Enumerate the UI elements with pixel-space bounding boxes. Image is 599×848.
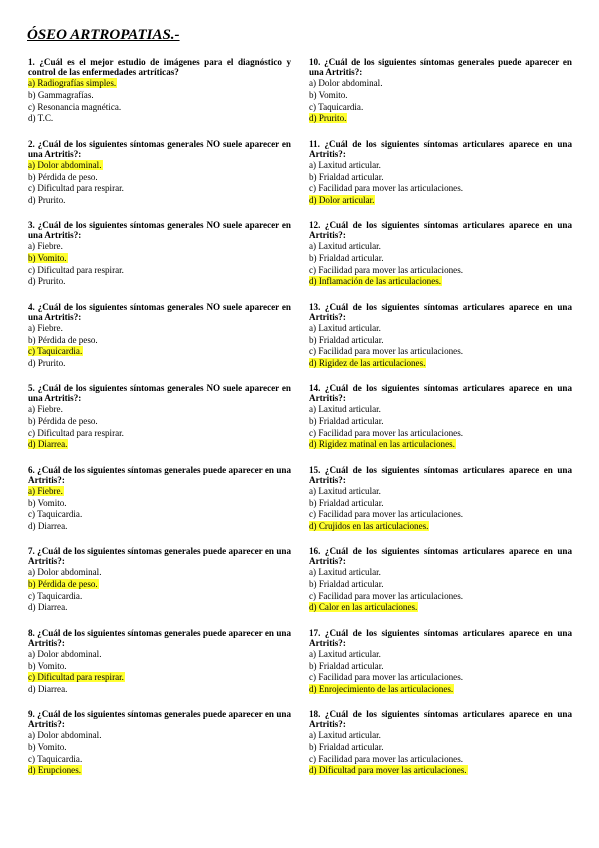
- question-block: [309, 709, 572, 791]
- answer-option: [309, 486, 572, 498]
- answer-option: [28, 195, 291, 207]
- option-label: a) Dolor abdominal.: [28, 567, 102, 578]
- question-text: 14. ¿Cuál de los siguientes síntomas articulares aparece en una Artritis?:: [309, 383, 572, 404]
- question-block: [28, 709, 291, 791]
- answer-option: [28, 602, 291, 614]
- option-label: d) Diarrea.: [28, 439, 68, 450]
- question-text: 2. ¿Cuál de los siguientes síntomas generales NO suele aparecer en una Artritis?:: [28, 138, 291, 159]
- option-label: b) Frialdad articular.: [309, 742, 384, 752]
- option-label: a) Laxitud articular.: [309, 730, 381, 741]
- option-label: d) Diarrea.: [28, 683, 68, 694]
- option-label: c) Facilidad para mover las articulaciones.: [309, 672, 464, 683]
- option-label: c) Taquicardia.: [309, 101, 364, 112]
- option-label: b) Frialdad articular.: [309, 416, 384, 426]
- answer-option: [28, 102, 291, 114]
- question-text: 1. ¿Cuál es el mejor estudio de imágenes para el diagnóstico y control de las enfermedades artríticas?: [28, 57, 291, 78]
- answer-option: [309, 78, 572, 90]
- option-label: d) Rigidez matinal en las articulaciones.: [309, 439, 455, 450]
- answer-option: [309, 742, 572, 754]
- option-label: a) Laxitud articular.: [309, 567, 381, 578]
- option-label: d) Diarrea.: [28, 520, 68, 531]
- answer-option: [28, 172, 291, 184]
- option-label: d) Enrojecimiento de las articulaciones.: [309, 683, 454, 694]
- question-text: 6. ¿Cuál de los siguientes síntomas generales puede aparecer en una Artritis?:: [28, 464, 291, 485]
- answer-option: [28, 649, 291, 661]
- answer-option-correct: [28, 486, 291, 498]
- answer-option: [28, 661, 291, 673]
- answer-option-correct: [28, 672, 291, 684]
- answer-option: [28, 90, 291, 102]
- answer-option: [28, 730, 291, 742]
- answer-option-correct: [28, 160, 291, 172]
- answer-option: [28, 265, 291, 277]
- option-label: a) Laxitud articular.: [309, 648, 381, 659]
- option-label: a) Fiebre.: [28, 241, 63, 252]
- answer-option: [28, 335, 291, 347]
- option-label: c) Taquicardia.: [28, 346, 83, 357]
- option-label: d) Calor en las articulaciones.: [309, 602, 418, 613]
- answer-option: [309, 335, 572, 347]
- answer-option: [28, 521, 291, 533]
- answer-option: [309, 172, 572, 184]
- questions-column-right: [309, 57, 572, 791]
- option-label: d) Prurito.: [28, 357, 66, 368]
- option-label: b) Frialdad articular.: [309, 497, 384, 508]
- question-block: [28, 139, 291, 221]
- option-label: a) Fiebre.: [28, 485, 63, 496]
- question-text: 12. ¿Cuál de los siguientes síntomas articulares aparece en una Artritis?:: [309, 220, 572, 241]
- option-label: d) Crujidos en las articulaciones.: [309, 520, 429, 531]
- answer-option: [309, 672, 572, 684]
- answer-option: [28, 498, 291, 510]
- option-label: d) Dolor articular.: [309, 194, 375, 205]
- question-block: [28, 465, 291, 547]
- answer-option: [309, 730, 572, 742]
- option-label: b) Pérdida de peso.: [28, 579, 98, 589]
- answer-option: [309, 404, 572, 416]
- answer-option: [309, 241, 572, 253]
- question-text: 10. ¿Cuál de los siguientes síntomas generales puede aparecer en una Artritis?:: [309, 57, 572, 78]
- answer-option-correct: [28, 346, 291, 358]
- option-label: c) Facilidad para mover las articulaciones.: [309, 264, 464, 275]
- question-block: [309, 57, 572, 139]
- option-label: a) Radiografías simples.: [28, 78, 117, 89]
- option-label: c) Dificultad para respirar.: [28, 427, 124, 438]
- option-label: b) Gammagrafías.: [28, 90, 94, 100]
- option-label: b) Frialdad articular.: [309, 253, 384, 263]
- question-text: 16. ¿Cuál de los siguientes síntomas articulares aparece en una Artritis?:: [309, 546, 572, 567]
- question-text: 11. ¿Cuál de los siguientes síntomas articulares aparece en una Artritis?:: [309, 138, 572, 159]
- option-label: c) Facilidad para mover las articulaciones.: [309, 590, 464, 601]
- answer-option: [28, 567, 291, 579]
- answer-option: [309, 253, 572, 265]
- option-label: a) Dolor abdominal.: [28, 648, 102, 659]
- answer-option-correct: [28, 765, 291, 777]
- question-block: [28, 57, 291, 139]
- option-label: c) Facilidad para mover las articulaciones.: [309, 427, 464, 438]
- option-label: d) Dificultad para mover las articulaciones.: [309, 765, 467, 776]
- option-label: c) Dificultad para respirar.: [28, 183, 124, 194]
- answer-option: [309, 265, 572, 277]
- question-block: [28, 546, 291, 628]
- answer-option-correct: [309, 765, 572, 777]
- option-label: d) Rigidez de las articulaciones.: [309, 357, 426, 368]
- answer-option: [28, 276, 291, 288]
- option-label: b) Vomito.: [28, 253, 67, 263]
- option-label: c) Facilidad para mover las articulaciones.: [309, 753, 464, 764]
- option-label: c) Dificultad para respirar.: [28, 264, 124, 275]
- answer-option: [309, 90, 572, 102]
- answer-option: [309, 567, 572, 579]
- option-label: c) Taquicardia.: [28, 590, 83, 601]
- option-label: a) Laxitud articular.: [309, 404, 381, 415]
- option-label: b) Frialdad articular.: [309, 171, 384, 182]
- answer-option: [28, 113, 291, 125]
- answer-option-correct: [309, 358, 572, 370]
- question-text: 18. ¿Cuál de los siguientes síntomas articulares aparece en una Artritis?:: [309, 709, 572, 730]
- option-label: d) Prurito.: [28, 276, 66, 287]
- option-label: a) Fiebre.: [28, 404, 63, 415]
- question-text: 7. ¿Cuál de los siguientes síntomas generales puede aparecer en una Artritis?:: [28, 546, 291, 567]
- question-text: 15. ¿Cuál de los siguientes síntomas articulares aparece en una Artritis?:: [309, 464, 572, 485]
- answer-option: [309, 579, 572, 591]
- question-text: 4. ¿Cuál de los siguientes síntomas generales NO suele aparecer en una Artritis?:: [28, 301, 291, 322]
- answer-option: [28, 358, 291, 370]
- answer-option: [309, 498, 572, 510]
- question-block: [309, 220, 572, 302]
- question-block: [309, 383, 572, 465]
- option-label: b) Pérdida de peso.: [28, 334, 98, 345]
- answer-option: [28, 241, 291, 253]
- answer-option-correct: [28, 78, 291, 90]
- answer-option: [309, 416, 572, 428]
- option-label: b) Frialdad articular.: [309, 579, 384, 589]
- option-label: a) Laxitud articular.: [309, 322, 381, 333]
- option-label: a) Dolor abdominal.: [309, 78, 383, 89]
- option-label: c) Facilidad para mover las articulaciones.: [309, 346, 464, 357]
- option-label: d) Prurito.: [28, 194, 66, 205]
- option-label: b) Frialdad articular.: [309, 660, 384, 671]
- option-label: a) Laxitud articular.: [309, 241, 381, 252]
- answer-option: [28, 416, 291, 428]
- option-label: c) Resonancia magnética.: [28, 101, 122, 112]
- answer-option: [28, 742, 291, 754]
- option-label: a) Dolor abdominal.: [28, 159, 102, 170]
- option-label: d) Prurito.: [309, 113, 347, 124]
- option-label: d) Inflamación de las articulaciones.: [309, 276, 442, 287]
- option-label: b) Pérdida de peso.: [28, 171, 98, 182]
- answer-option-correct: [309, 276, 572, 288]
- answer-option: [309, 346, 572, 358]
- answer-option-correct: [28, 253, 291, 265]
- answer-option: [309, 160, 572, 172]
- question-text: 8. ¿Cuál de los siguientes síntomas generales puede aparecer en una Artritis?:: [28, 627, 291, 648]
- answer-option-correct: [309, 684, 572, 696]
- question-block: [28, 302, 291, 384]
- question-block: [309, 546, 572, 628]
- option-label: c) Facilidad para mover las articulaciones.: [309, 183, 464, 194]
- option-label: b) Pérdida de peso.: [28, 416, 98, 426]
- option-label: b) Vomito.: [28, 497, 67, 508]
- question-block: [28, 383, 291, 465]
- question-block: [309, 302, 572, 384]
- option-label: a) Fiebre.: [28, 322, 63, 333]
- answer-option: [309, 102, 572, 114]
- answer-option: [309, 649, 572, 661]
- question-block: [309, 465, 572, 547]
- answer-option: [28, 509, 291, 521]
- answer-option: [28, 404, 291, 416]
- answer-option: [28, 183, 291, 195]
- answer-option: [309, 661, 572, 673]
- question-block: [28, 628, 291, 710]
- answer-option: [28, 684, 291, 696]
- answer-option: [28, 754, 291, 766]
- option-label: c) Dificultad para respirar.: [28, 672, 124, 683]
- answer-option-correct: [309, 521, 572, 533]
- answer-option: [309, 323, 572, 335]
- answer-option: [309, 509, 572, 521]
- option-label: d) Diarrea.: [28, 602, 68, 613]
- questions-column-left: [28, 57, 291, 791]
- question-block: [309, 139, 572, 221]
- question-text: 9. ¿Cuál de los siguientes síntomas generales puede aparecer en una Artritis?:: [28, 709, 291, 730]
- answer-option-correct: [309, 602, 572, 614]
- question-block: [28, 220, 291, 302]
- question-text: 5. ¿Cuál de los siguientes síntomas generales NO suele aparecer en una Artritis?:: [28, 383, 291, 404]
- answer-option: [309, 591, 572, 603]
- option-label: a) Laxitud articular.: [309, 159, 381, 170]
- answer-option-correct: [28, 579, 291, 591]
- answer-option: [28, 591, 291, 603]
- option-label: d) Erupciones.: [28, 765, 82, 776]
- option-label: d) T.C.: [28, 113, 54, 124]
- answer-option-correct: [28, 439, 291, 451]
- option-label: c) Taquicardia.: [28, 509, 83, 520]
- answer-option: [28, 428, 291, 440]
- option-label: b) Vomito.: [28, 742, 67, 752]
- question-block: [309, 628, 572, 710]
- option-label: b) Vomito.: [309, 90, 348, 100]
- question-text: 13. ¿Cuál de los siguientes síntomas articulares aparece en una Artritis?:: [309, 301, 572, 322]
- page-title: ÓSEO ARTROPATIAS.-: [27, 27, 180, 43]
- option-label: c) Facilidad para mover las articulaciones.: [309, 509, 464, 520]
- answer-option-correct: [309, 195, 572, 207]
- option-label: b) Vomito.: [28, 660, 67, 671]
- option-label: c) Taquicardia.: [28, 753, 83, 764]
- option-label: a) Laxitud articular.: [309, 485, 381, 496]
- question-text: 3. ¿Cuál de los siguientes síntomas generales NO suele aparecer en una Artritis?:: [28, 220, 291, 241]
- answer-option: [309, 428, 572, 440]
- option-label: b) Frialdad articular.: [309, 334, 384, 345]
- option-label: a) Dolor abdominal.: [28, 730, 102, 741]
- answer-option: [309, 754, 572, 766]
- question-text: 17. ¿Cuál de los siguientes síntomas articulares aparece en una Artritis?:: [309, 627, 572, 648]
- answer-option-correct: [309, 113, 572, 125]
- answer-option: [28, 323, 291, 335]
- answer-option-correct: [309, 439, 572, 451]
- answer-option: [309, 183, 572, 195]
